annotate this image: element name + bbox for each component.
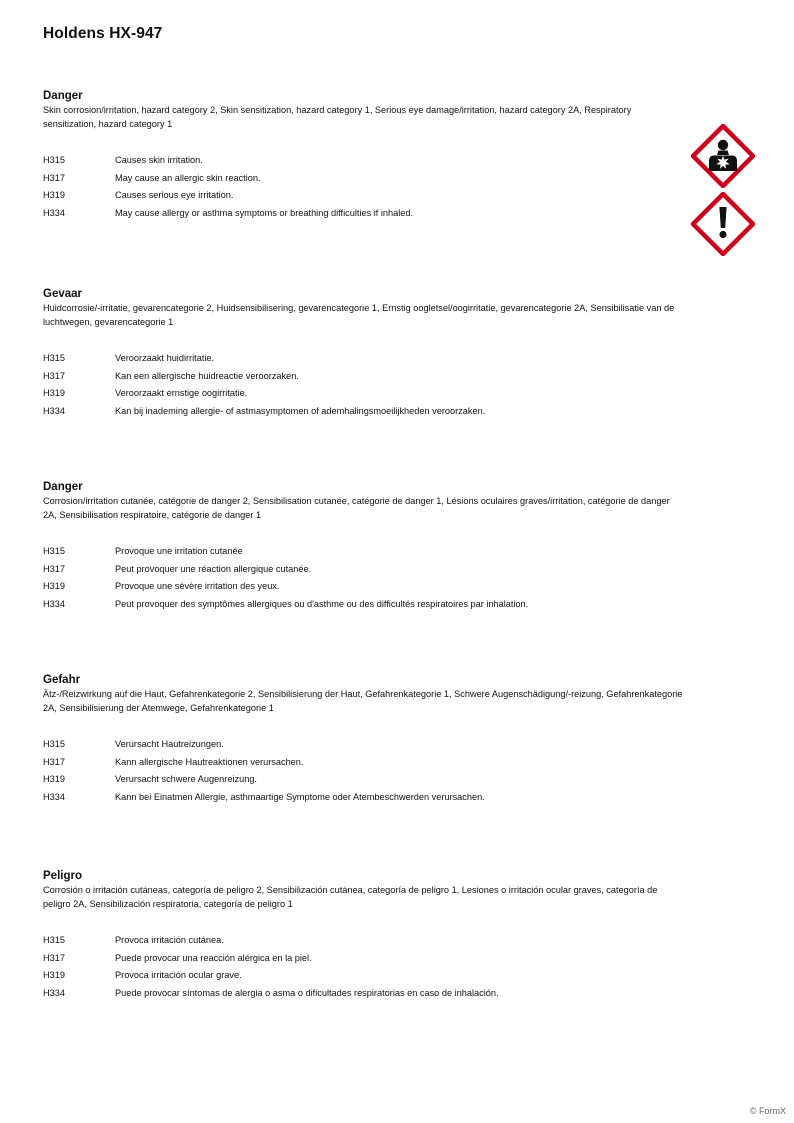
hazard-text: Kan bij inademing allergie- of astmasymptomen of ademhalingsmoeilijkheden veroorzaken. [115, 405, 486, 416]
hazard-statement-row [43, 368, 693, 386]
hazard-classification: Corrosion/irritation cutanée, catégorie de danger 2, Sensibilisation cutanée, catégorie de danger 1, Lésions oculaires graves/irritation, catégorie de danger 2A, Sensibilisation respiratoire, catégorie de danger 1 [43, 496, 670, 520]
hazard-code: H317 [43, 756, 65, 767]
hazard-section-en [43, 89, 693, 222]
hazard-statement-row [43, 385, 693, 403]
signal-word: Gefahr [43, 674, 81, 686]
hazard-statement-row [43, 789, 693, 807]
hazard-statement-list [43, 350, 693, 420]
hazard-text: Puede provocar una reacción alérgica en la piel. [115, 952, 312, 963]
hazard-section-fr [43, 480, 693, 613]
hazard-code: H317 [43, 172, 65, 183]
hazard-statement-row [43, 152, 693, 170]
hazard-code: H317 [43, 370, 65, 381]
hazard-text: Veroorzaakt ernstige oogirritatie. [115, 388, 248, 398]
hazard-statement-row [43, 736, 693, 754]
hazard-code: H319 [43, 970, 65, 980]
health-hazard-icon [691, 124, 755, 188]
hazard-code: H315 [43, 155, 65, 165]
hazard-classification: Ätz-/Reizwirkung auf die Haut, Gefahrenkategorie 2, Sensibilisierung der Haut, Gefahrenkategorie 1, Schwere Augenschädigung/-reizung, Gefahrenkategorie 2A, Sensibilisierung der Atemwege, Gefahrenkategorie 1 [43, 689, 683, 713]
hazard-text: May cause an allergic skin reaction. [115, 172, 261, 183]
signal-word: Gevaar [43, 288, 83, 300]
signal-word: Danger [43, 90, 83, 102]
hazard-code: H319 [43, 388, 65, 398]
hazard-text: Kann allergische Hautreaktionen verursachen. [115, 756, 304, 767]
hazard-statement-row [43, 596, 693, 614]
hazard-section-es [43, 869, 693, 1002]
signal-word: Peligro [43, 870, 82, 882]
hazard-statement-row [43, 350, 693, 368]
hazard-text: Causes skin irritation. [115, 155, 203, 165]
hazard-classification: Huidcorrosie/-irritatie, gevarencategorie 2, Huidsensibilisering, gevarencategorie 1, Ernstig oogletsel/oogirritatie, gevarencategorie 2A, Sensibilisatie van de luchtwegen, gevarencategorie 1 [43, 303, 675, 327]
hazard-statement-row [43, 543, 693, 561]
hazard-code: H315 [43, 353, 65, 363]
hazard-text: Causes serious eye irritation. [115, 190, 234, 200]
hazard-text: Provoca irritación ocular grave. [115, 970, 242, 980]
hazard-statement-row [43, 985, 693, 1003]
hazard-code: H334 [43, 987, 65, 998]
signal-word: Danger [43, 481, 83, 493]
hazard-statement-row [43, 771, 693, 789]
hazard-text: Provoque une sévère irritation des yeux. [115, 581, 280, 591]
hazard-statement-row [43, 950, 693, 968]
hazard-statement-row [43, 578, 693, 596]
hazard-section-nl [43, 287, 693, 420]
hazard-statement-row [43, 205, 693, 223]
hazard-statement-row [43, 187, 693, 205]
hazard-statement-row [43, 170, 693, 188]
hazard-code: H319 [43, 190, 65, 200]
hazard-text: May cause allergy or asthma symptoms or breathing difficulties if inhaled. [115, 207, 414, 218]
hazard-code: H317 [43, 563, 65, 574]
hazard-text: Kan een allergische huidreactie veroorzaken. [115, 370, 299, 381]
hazard-code: H315 [43, 546, 65, 556]
hazard-code: H315 [43, 739, 65, 749]
hazard-statement-list [43, 152, 693, 222]
hazard-text: Provoca irritación cutánea. [115, 935, 224, 945]
hazard-code: H334 [43, 405, 65, 416]
hazard-section-de [43, 673, 693, 806]
hazard-text: Peut provoquer des symptômes allergiques ou d'asthme ou des difficultés respiratoires par inhalation. [115, 598, 529, 609]
hazard-text: Provoque une irritation cutanée [115, 546, 243, 556]
hazard-code: H317 [43, 952, 65, 963]
hazard-statement-row [43, 754, 693, 772]
hazard-statement-row [43, 561, 693, 579]
hazard-text: Puede provocar síntomas de alergia o asma o dificultades respiratorias en caso de inhalación. [115, 987, 499, 998]
copyright-notice: © FormX [749, 1106, 786, 1116]
exclamation-mark-icon [691, 192, 755, 256]
hazard-statement-list [43, 932, 693, 1002]
hazard-statement-row [43, 967, 693, 985]
ghs-pictograms [691, 124, 755, 260]
hazard-text: Peut provoquer une réaction allergique cutanée. [115, 563, 312, 574]
hazard-text: Kann bei Einatmen Allergie, asthmaartige Symptome oder Atembeschwerden verursachen. [115, 791, 485, 802]
hazard-code: H334 [43, 598, 65, 609]
hazard-text: Verursacht Hautreizungen. [115, 739, 224, 749]
document-title: Holdens HX-947 [43, 25, 163, 42]
hazard-classification: Corrosión o irritación cutáneas, categoría de peligro 2, Sensibilización cutánea, categoría de peligro 1, Lesiones o irritación ocular graves, categoría de peligro 2A, Sensibilización respiratoria, categoría de peligro 1 [43, 885, 658, 909]
hazard-code: H334 [43, 791, 65, 802]
hazard-statement-row [43, 932, 693, 950]
hazard-statement-list [43, 543, 693, 613]
hazard-classification: Skin corrosion/irritation, hazard category 2, Skin sensitization, hazard category 1, Serious eye damage/irritation, hazard category 2A, Respiratory sensitization, hazard category 1 [43, 105, 632, 129]
hazard-text: Veroorzaakt huidirritatie. [115, 353, 215, 363]
hazard-code: H319 [43, 581, 65, 591]
hazard-code: H319 [43, 774, 65, 784]
hazard-statement-list [43, 736, 693, 806]
hazard-code: H315 [43, 935, 65, 945]
hazard-code: H334 [43, 207, 65, 218]
hazard-text: Verursacht schwere Augenreizung. [115, 774, 257, 784]
hazard-statement-row [43, 403, 693, 421]
